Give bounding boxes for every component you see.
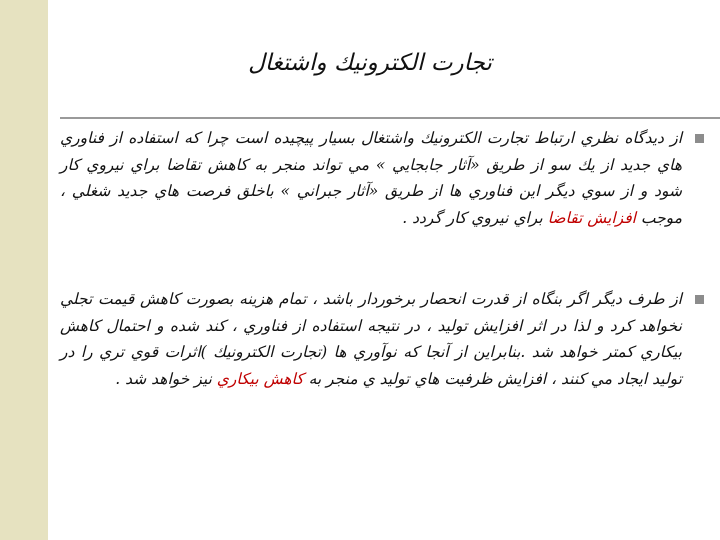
bullet-1-icon — [695, 134, 704, 143]
paragraph-2-text: از طرف ديگر اگر بنگاه از قدرت انحصار برخوردار باشد ، تمام هزينه بصورت كاهش قيمت تجلي نخواهد كرد و لذا در اثر افزايش توليد ، در نتيجه استفاده از فناوري ، كند شده و احتمال كاهش بيكاري كمتر خواهد شد .بنابراين از آنجا كه نوآوري ها (تجارت الكترونيك )اثرات قوي تري را در توليد ايجاد مي كنند ، افزايش ظرفيت هاي توليد ي منجر به — [60, 290, 682, 388]
paragraph-2-text-end: نيز خواهد شد . — [115, 369, 217, 388]
paragraph-1 — [60, 125, 682, 231]
page-title: تجارت الكترونيك واشتغال — [248, 50, 492, 76]
paragraph-2-highlight: كاهش بيكاري — [216, 369, 304, 388]
bullet-2-icon — [695, 295, 704, 304]
title-divider — [60, 117, 720, 119]
paragraph-1-text-end: براي نيروي كار گردد . — [402, 208, 548, 227]
paragraph-1-text: از ديدگاه نظري ارتباط تجارت الكترونيك واشتغال بسيار پيچيده است چرا كه استفاده از فناوري هاي جديد از يك سو از طريق «آثار جابجايي » مي تواند منجر به كاهش تقاضا براي نيروي كار شود و از سوي ديگر اين فناوري ها از طريق «آثار جبراني » باخلق فرصت هاي جديد شغلي ، موجب — [60, 129, 682, 227]
paragraph-1-highlight: افزايش تقاضا — [547, 208, 636, 227]
left-accent-bar — [0, 0, 48, 540]
paragraph-2 — [60, 286, 682, 392]
